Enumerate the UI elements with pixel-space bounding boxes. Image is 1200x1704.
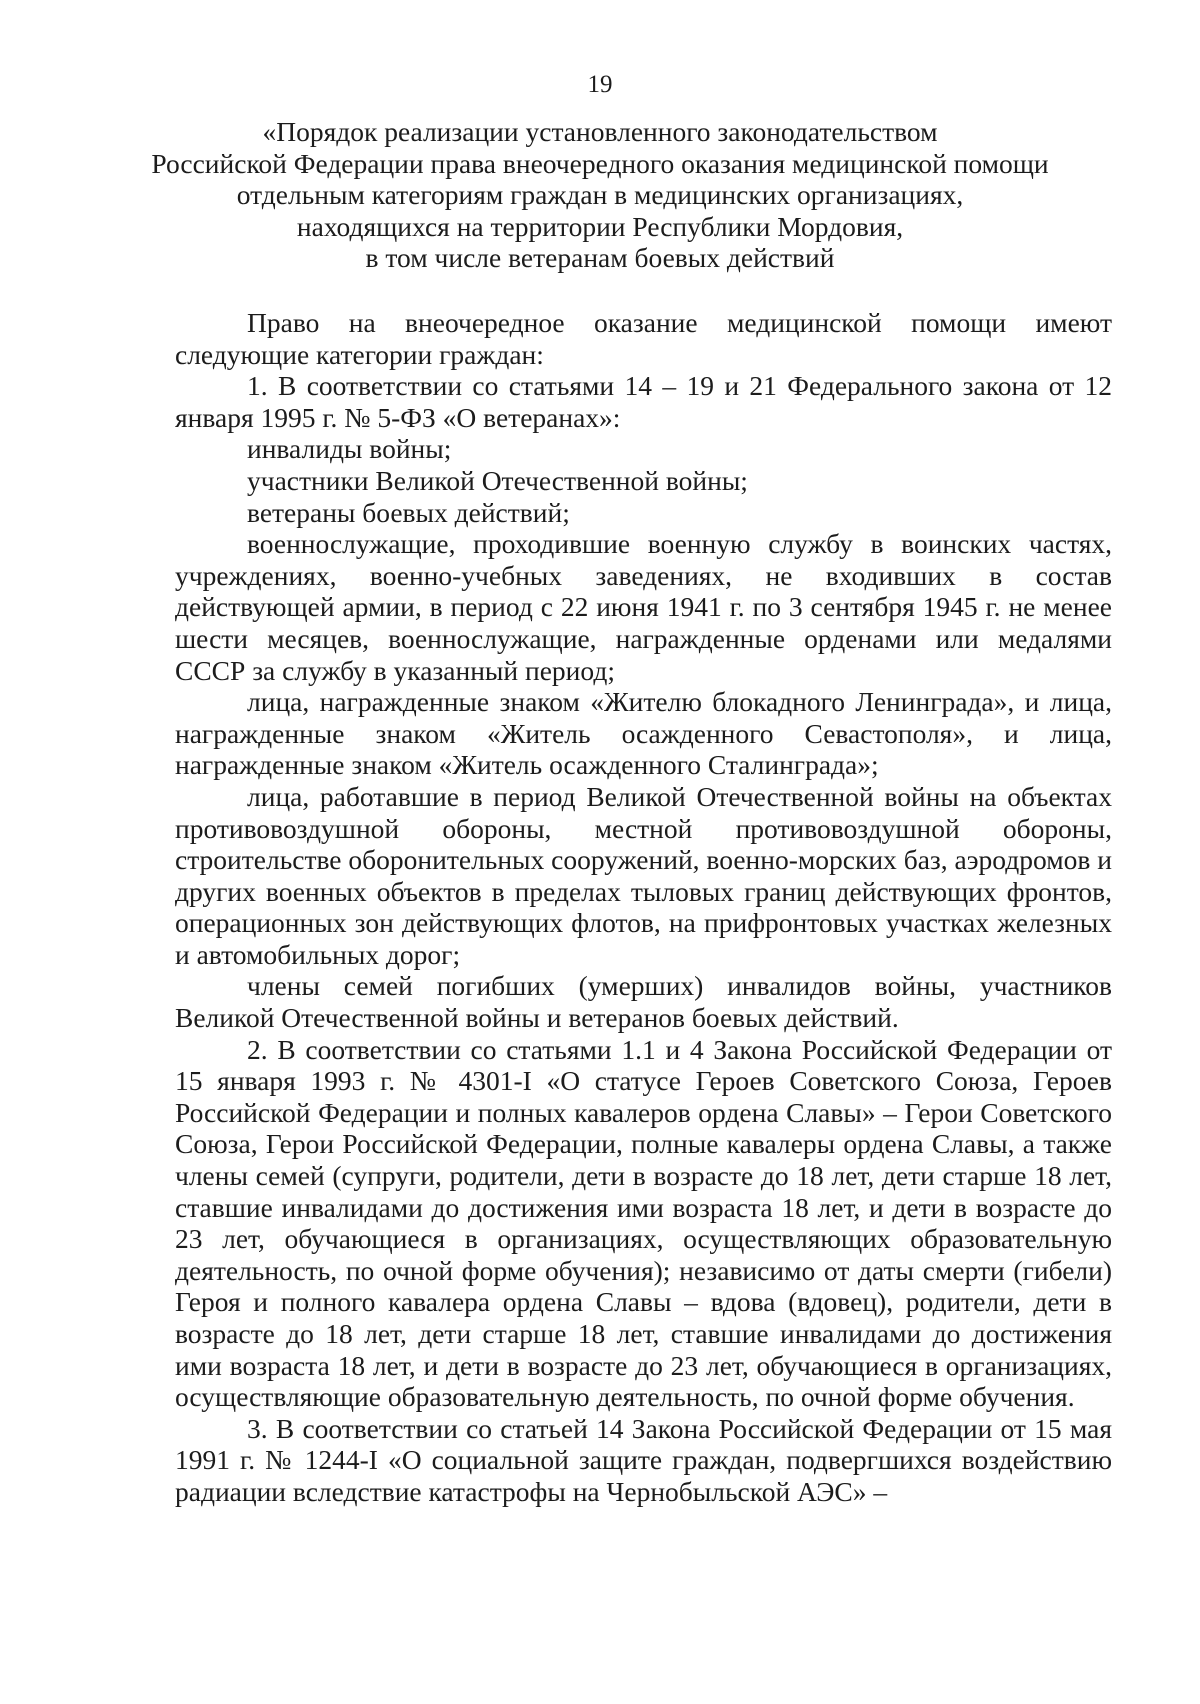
- document-title: [150, 116, 1050, 274]
- section-3-paragraph: 3. В соответствии со статьей 14 Закона Российской Федерации от 15 мая 1991 г. № 1244-I «О социальной защите граждан, подвергшихся воздействию радиации вследствие катастрофы на Чернобыльской АЭС» –: [175, 1412, 1112, 1507]
- list-item: участники Великой Отечественной войны;: [247, 464, 748, 496]
- list-item: инвалиды войны;: [247, 433, 452, 465]
- title-line: в том числе ветеранам боевых действий: [365, 242, 835, 273]
- list-item: военнослужащие, проходившие военную службу в воинских частях, учреждениях, военно-учебных заведениях, не входивших в состав действующей армии, в период с 22 июня 1941 г. по 3 сентября 1945 г. не менее шести месяцев, военнослужащие, награжденные орденами или медалями СССР за службу в указанный период;: [175, 528, 1112, 686]
- document-body: [175, 307, 1112, 1508]
- list-item: лица, работавшие в период Великой Отечественной войны на объектах противовоздушной обороны, местной противовоздушной обороны, строительстве оборонительных сооружений, военно-морских баз, аэродромов и других военных объектов в пределах тыловых границ действующих фронтов, операционных зон действующих флотов, на прифронтовых участках железных и автомобильных дорог;: [175, 780, 1112, 970]
- section-2-paragraph: 2. В соответствии со статьями 1.1 и 4 Закона Российской Федерации от 15 января 1993 г. № 4301-I «О статусе Героев Советского Союза, Героев Российской Федерации и полных кавалеров ордена Славы» – Герои Советского Союза, Герои Российской Федерации, полные кавалеры ордена Славы, а также члены семей (супруги, родители, дети в возрасте до 18 лет, дети старше 18 лет, ставшие инвалидами до достижения ими возраста 18 лет, и дети в возрасте до 23 лет, обучающиеся в организациях, осуществляющих образовательную деятельность, по очной форме обучения); независимо от даты смерти (гибели) Героя и полного кавалера ордена Славы – вдова (вдовец), родители, дети в возрасте до 18 лет, дети старше 18 лет, ставшие инвалидами до достижения ими возраста 18 лет, и дети в возрасте до 23 лет, обучающиеся в организациях, осуществляющие образовательную деятельность, по очной форме обучения.: [175, 1033, 1112, 1413]
- section-1-heading: 1. В соответствии со статьями 14 – 19 и 21 Федерального закона от 12 января 1995 г. № 5-ФЗ «О ветеранах»:: [175, 370, 1112, 433]
- list-item: члены семей погибших (умерших) инвалидов войны, участников Великой Отечественной войны и ветеранов боевых действий.: [175, 970, 1112, 1034]
- title-line: «Порядок реализации установленного законодательством: [262, 116, 938, 147]
- title-line: отдельным категориям граждан в медицинских организациях,: [236, 179, 964, 210]
- title-line: находящихся на территории Республики Мордовия,: [296, 210, 904, 242]
- list-item: лица, награжденные знаком «Жителю блокадного Ленинграда», и лица, награжденные знаком «Житель осажденного Севастополя», и лица, награжденные знаком «Житель осажденного Сталинграда»;: [175, 686, 1112, 781]
- intro-paragraph: Право на внеочередное оказание медицинской помощи имеют следующие категории граждан:: [175, 307, 1112, 370]
- page-number: 19: [587, 71, 613, 98]
- title-line: Российской Федерации права внеочередного оказания медицинской помощи: [151, 147, 1049, 179]
- list-item: ветераны боевых действий;: [247, 496, 570, 528]
